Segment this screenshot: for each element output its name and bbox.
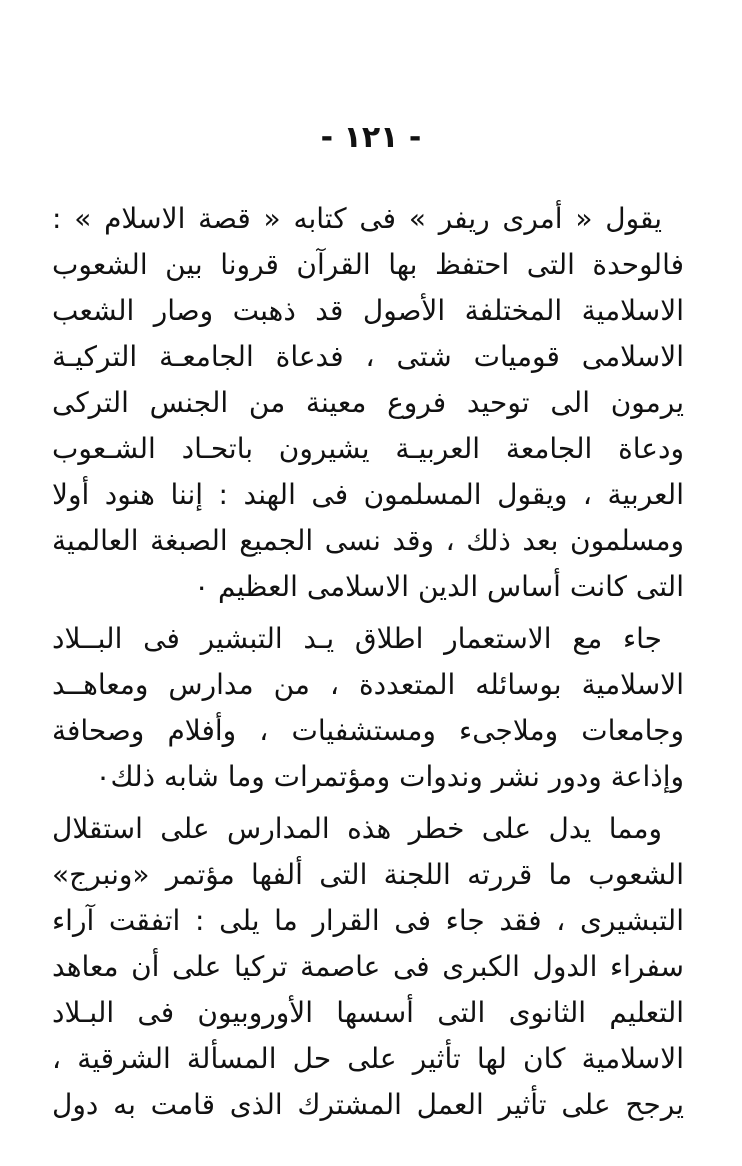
text-line: يرجح على تأثير العمل المشترك الذى قامت به دول — [52, 1088, 684, 1121]
text-line: ودعاة الجامعة العربيـة يشيرون باتحـاد الشـعوب — [52, 432, 684, 465]
text-line: يقول « أمرى ريفر » فى كتابه « قصة الاسلام » : — [52, 202, 662, 235]
text-line: ومسلمون بعد ذلك ، وقد نسى الجميع الصبغة العالمية — [52, 524, 684, 557]
text-line: التى كانت أساس الدين الاسلامى العظيم ٠ — [194, 570, 684, 603]
paragraph-3 — [52, 806, 684, 1128]
body-text — [52, 196, 684, 1128]
text-line: الاسلامى قوميات شتى ، فدعاة الجامعـة التركيـة — [52, 340, 684, 373]
text-line: فالوحدة التى احتفظ بها القرآن قرونا بين الشعوب — [52, 248, 684, 281]
text-line: وإذاعة ودور نشر وندوات ومؤتمرات وما شابه ذلك٠ — [95, 760, 684, 793]
page-number: - ١٢١ - — [320, 120, 422, 155]
text-line: التعليم الثانوى التى أسسها الأوروبيون فى البـلاد — [52, 996, 684, 1029]
text-line: ومما يدل على خطر هذه المدارس على استقلال — [52, 812, 662, 845]
text-line: سفراء الدول الكبرى فى عاصمة تركيا على أن معاهد — [52, 950, 684, 983]
text-line: وجامعات وملاجىء ومستشفيات ، وأفلام وصحافة — [52, 714, 684, 747]
text-line: الاسلامية المختلفة الأصول قد ذهبت وصار الشعب — [52, 294, 684, 327]
text-line: جاء مع الاستعمار اطلاق يـد التبشير فى البــلاد — [52, 622, 662, 655]
paragraph-2 — [52, 616, 684, 800]
text-line: الشعوب ما قررته اللجنة التى ألفها مؤتمر «ونبرج» — [52, 858, 684, 891]
text-line: العربية ، ويقول المسلمون فى الهند : إننا هنود أولا — [52, 478, 684, 511]
text-line: يرمون الى توحيد فروع معينة من الجنس التركى — [52, 386, 684, 419]
text-line: الاسلامية كان لها تأثير على حل المسألة الشرقية ، — [52, 1042, 684, 1075]
text-line: التبشيرى ، فقد جاء فى القرار ما يلى : اتفقت آراء — [52, 904, 684, 937]
paragraph-1 — [52, 196, 684, 610]
text-line: الاسلامية بوسائله المتعددة ، من مدارس ومعاهــد — [52, 668, 684, 701]
